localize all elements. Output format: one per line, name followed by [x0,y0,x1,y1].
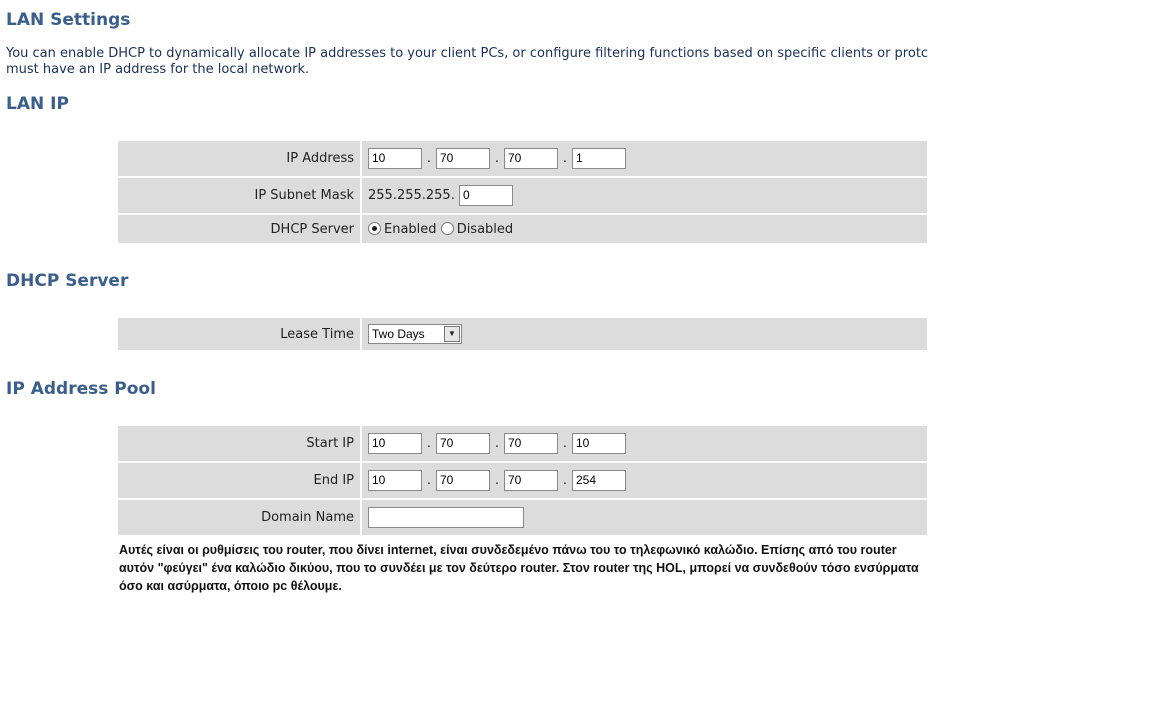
end-ip-label: End IP [118,462,361,499]
lease-time-row [118,318,927,351]
intro-line-2: must have an IP address for the local network. [6,62,310,77]
ip-separator: . [562,473,568,488]
end-ip-row [118,462,927,499]
end-ip-fields [361,462,927,499]
ip-address-octet-3[interactable]: 70 [504,148,558,169]
dhcp-disabled-radio[interactable] [441,222,454,235]
ip-address-label: IP Address [118,141,361,177]
ip-address-octet-4[interactable]: 1 [572,148,626,169]
intro-text [6,46,950,78]
ip-pool-table [118,426,927,537]
router-note: Αυτές είναι οι ρυθμίσεις του router, που δίνει internet, είναι συνδεδεμένο πάνω του το τηλεφωνικό καλώδιο. Επίσης από του router αυτόν "φεύγει" ένα καλώδιο δικύου, που το συνδέει με τον δεύτερο router. Στον router της HOL, μπορεί να συνδεθούν τόσο ενσύρματα όσο και ασύρματα, όποιο pc θέλουμε. [119,543,919,593]
end-ip-octet-1[interactable]: 10 [368,470,422,491]
dhcp-enabled-radio[interactable] [368,222,381,235]
lease-time-select[interactable] [368,324,462,344]
dhcp-server-label: DHCP Server [118,214,361,244]
ip-address-row [118,141,927,177]
ip-separator: . [494,473,500,488]
end-ip-octet-3[interactable]: 70 [504,470,558,491]
start-ip-label: Start IP [118,426,361,462]
subnet-mask-row [118,177,927,214]
dhcp-server-options [361,214,927,244]
domain-name-field [361,499,927,536]
ip-address-octet-1[interactable]: 10 [368,148,422,169]
end-ip-octet-4[interactable]: 254 [572,470,626,491]
chevron-down-icon[interactable]: ▼ [444,326,460,342]
lan-ip-heading: LAN IP [6,94,69,114]
start-ip-octet-3[interactable]: 70 [504,433,558,454]
ip-separator: . [562,436,568,451]
dhcp-enabled-label[interactable]: Enabled [384,221,437,237]
page-title: LAN Settings [6,10,131,30]
lease-time-field [361,318,927,351]
lease-time-value: Two Days [372,327,425,341]
dhcp-server-heading: DHCP Server [6,271,129,291]
ip-separator: . [562,151,568,166]
ip-separator: . [426,151,432,166]
dhcp-disabled-label[interactable]: Disabled [456,221,514,237]
end-ip-octet-2[interactable]: 70 [436,470,490,491]
subnet-mask-fields [361,177,927,214]
ip-pool-heading: IP Address Pool [6,379,156,399]
ip-separator: . [494,436,500,451]
ip-separator: . [494,151,500,166]
domain-name-input[interactable] [368,507,524,528]
ip-separator: . [426,473,432,488]
domain-name-label: Domain Name [118,499,361,536]
domain-name-row [118,499,927,536]
subnet-mask-label: IP Subnet Mask [118,177,361,214]
intro-line-1: You can enable DHCP to dynamically allocate IP addresses to your client PCs, or configure filtering functions based on specific clients or protc [6,46,929,61]
dhcp-server-table [118,318,927,352]
start-ip-octet-4[interactable]: 10 [572,433,626,454]
dhcp-server-row [118,214,927,244]
subnet-mask-last-octet[interactable]: 0 [459,185,513,206]
ip-address-fields [361,141,927,177]
ip-address-octet-2[interactable]: 70 [436,148,490,169]
start-ip-octet-1[interactable]: 10 [368,433,422,454]
ip-separator: . [426,436,432,451]
lease-time-label: Lease Time [118,318,361,351]
subnet-mask-prefix: 255.255.255. [368,188,455,203]
lan-ip-table [118,141,927,245]
start-ip-fields [361,426,927,462]
start-ip-octet-2[interactable]: 70 [436,433,490,454]
start-ip-row [118,426,927,462]
